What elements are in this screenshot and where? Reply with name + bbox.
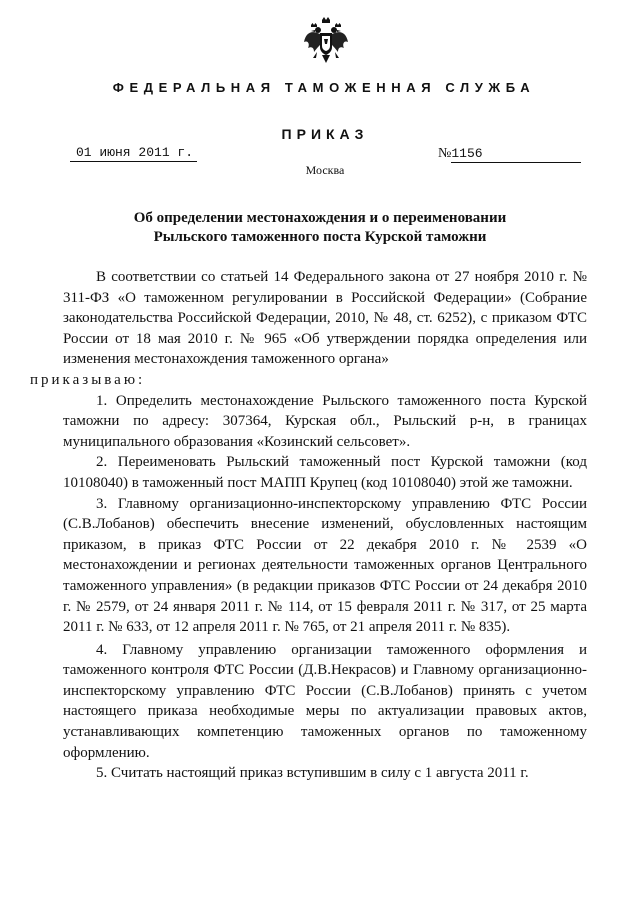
russian-coat-of-arms-icon [302, 16, 350, 64]
order-item-4: 4. Главному управлению организации таможенного оформления и таможенного контроля ФТС России (Д.В.Некрасов) и Главному организационно-инспекторскому управлению ФТС России (С.В.Лобанов) принять с учетом настоящего приказа необходимые меры по актуализации правовых актов, устанавливающих компетенцию таможенных органов по таможенному оформлению. [63, 641, 587, 761]
title-line-1: Об определении местонахождения и о переименовании [133, 210, 507, 226]
order-item-5: 5. Считать настоящий приказ вступившим в силу с 1 августа 2011 г. [96, 765, 529, 782]
order-item-1: 1. Определить местонахождение Рыльского таможенного поста Курской таможни по адресу: 307364, Курская обл., Рыльский р-н, в границах муниципального образования «Козинский сельсовет». [63, 392, 587, 450]
order-number [438, 145, 588, 163]
city: Москва [305, 163, 345, 177]
order-date: 01 июня 2011 г. [70, 145, 197, 162]
document-title [0, 209, 640, 247]
preamble [30, 267, 587, 391]
document-body [30, 267, 587, 784]
number-sign: № [438, 146, 452, 161]
order-item-3: 3. Главному организационно-инспекторскому управлению ФТС России (С.В.Лобанов) обеспечить внесение изменений, обусловленных настоящим приказом, в приказ ФТС России от 22 декабря 2010 г. № 2539 «О местонахождении и регионах деятельности таможенных органов Центрального таможенного управления» (в редакции приказов ФТС России от 24 декабря 2010 г. № 2579, от 24 января 2011 г. № 114, от 15 февраля 2011 г. № 317, от 25 марта 2011 г. № 633, от 12 апреля 2011 г. № 765, от 21 апреля 2011 г. № 835). [63, 495, 587, 636]
document-type: ПРИКАЗ [281, 126, 369, 142]
order-word: приказываю: [30, 371, 146, 388]
preamble-text: В соответствии со статьей 14 Федерального закона от 27 ноября 2010 г. № 311-ФЗ «О таможенном регулировании в Российской Федерации» (Собрание законодательства Российской Федерации, 2010, № 48, ст. 6252), с приказом ФТС России от 18 мая 2010 г. № 965 «Об утверждении порядка определения или изменения местонахождения таможенного органа» [63, 269, 587, 368]
agency-name: ФЕДЕРАЛЬНАЯ ТАМОЖЕННАЯ СЛУЖБА [112, 80, 536, 95]
title-line-2: Рыльского таможенного поста Курской таможни [153, 229, 487, 245]
order-number-value: 1156 [451, 146, 581, 163]
order-item-2: 2. Переименовать Рыльский таможенный пост Курской таможни (код 10108040) в таможенный пост МАПП Крупец (код 10108040) этой же таможни. [63, 454, 587, 491]
